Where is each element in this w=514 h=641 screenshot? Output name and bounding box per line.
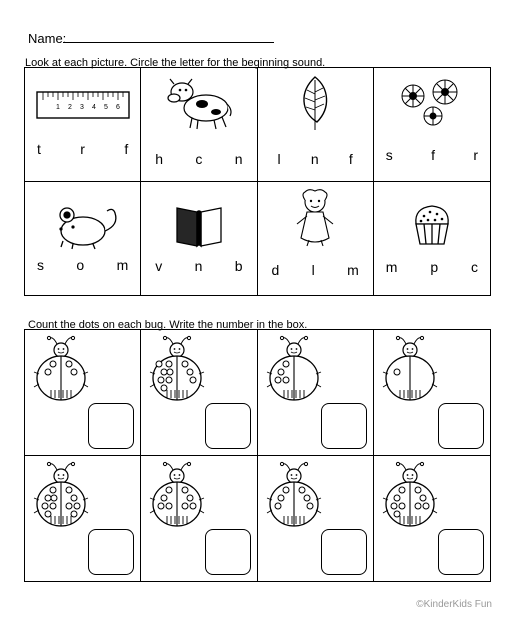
name-line[interactable] — [63, 42, 274, 43]
beginning-sound-cell-5 — [25, 182, 141, 296]
bug-dot — [399, 503, 405, 509]
ruler-number: 3 — [79, 104, 84, 111]
bug-dot — [156, 361, 162, 367]
bug-dot — [423, 503, 429, 509]
ruler-number: 5 — [103, 104, 108, 111]
bug-dot — [283, 361, 289, 367]
letter-choice[interactable]: f — [348, 151, 353, 167]
bug-dot — [166, 361, 172, 367]
bug-dot — [182, 487, 188, 493]
bug-dot — [166, 487, 172, 493]
letter-choice[interactable]: d — [271, 261, 280, 278]
answer-box[interactable] — [438, 403, 484, 449]
ladybug-icon — [147, 460, 207, 540]
count-dots-cell-8 — [374, 456, 490, 582]
bug-dot — [161, 385, 167, 391]
ruler-number: 6 — [115, 104, 120, 111]
letter-choice[interactable]: v — [155, 257, 163, 274]
bug-dot — [307, 503, 313, 509]
bug-dot — [182, 503, 188, 509]
bug-dot — [391, 503, 397, 509]
bug-dot — [394, 495, 400, 501]
count-dots-cell-6 — [141, 456, 257, 582]
answer-box[interactable] — [321, 403, 367, 449]
bug-dot — [278, 495, 284, 501]
bug-dot — [167, 369, 173, 375]
letter-choice[interactable]: f — [431, 147, 435, 163]
letter-choice[interactable]: r — [80, 141, 85, 157]
ladybug-icon — [264, 334, 324, 414]
bug-dot — [190, 503, 196, 509]
letter-choice[interactable]: m — [385, 258, 398, 275]
ladybug-icon — [380, 334, 440, 414]
letter-choice[interactable]: l — [311, 261, 315, 278]
letter-choice[interactable]: f — [124, 141, 129, 157]
ladybug-icon — [147, 334, 207, 414]
bug-dot — [45, 511, 51, 517]
count-dots-cell-5 — [25, 456, 141, 582]
ladybug-icon — [31, 460, 91, 540]
letter-choice[interactable]: n — [310, 151, 319, 167]
bug-dot — [66, 503, 72, 509]
cow-icon — [164, 76, 234, 132]
ladybug-icon — [380, 460, 440, 540]
bug-dot — [299, 487, 305, 493]
bug-dot — [161, 495, 167, 501]
letter-choice[interactable]: r — [473, 147, 478, 163]
letter-choice[interactable]: n — [234, 151, 243, 167]
answer-box[interactable] — [88, 529, 134, 575]
bug-dot — [187, 495, 193, 501]
beginning-sound-cell-6 — [141, 182, 257, 296]
beginning-sound-grid — [24, 67, 491, 296]
bug-dot — [66, 361, 72, 367]
answer-box[interactable] — [438, 529, 484, 575]
bug-dot — [158, 377, 164, 383]
letter-choice[interactable]: n — [194, 257, 203, 274]
instruction-count-dots: Count the dots on each bug. Write the number in the box. — [28, 319, 308, 331]
bug-dot — [45, 495, 51, 501]
doll-icon — [291, 188, 339, 248]
count-dots-grid — [24, 329, 491, 582]
bug-dot — [161, 369, 167, 375]
bug-dot — [394, 369, 400, 375]
bug-dot — [278, 369, 284, 375]
bug-dot — [51, 495, 57, 501]
instruction-beginning-sound: Look at each picture. Circle the letter for the beginning sound. — [25, 57, 326, 69]
bug-dot — [187, 369, 193, 375]
bug-dot — [42, 503, 48, 509]
bug-dot — [283, 487, 289, 493]
leaf-icon — [293, 74, 337, 134]
bug-dot — [45, 369, 51, 375]
bug-dot — [275, 503, 281, 509]
beginning-sound-cell-7 — [258, 182, 374, 296]
answer-box[interactable] — [321, 529, 367, 575]
bug-dot — [66, 487, 72, 493]
count-dots-cell-1 — [25, 330, 141, 456]
bug-dot — [399, 487, 405, 493]
letter-choice[interactable]: o — [76, 256, 85, 273]
beginning-sound-cell-3 — [258, 68, 374, 182]
letter-choice[interactable]: h — [155, 151, 164, 167]
ladybug-icon — [31, 334, 91, 414]
book-icon — [173, 202, 225, 250]
bug-dot — [71, 369, 77, 375]
bug-dot — [71, 511, 77, 517]
mouse-icon — [43, 201, 123, 251]
bug-dot — [166, 503, 172, 509]
letter-choice[interactable]: t — [37, 141, 41, 157]
bug-dot — [50, 503, 56, 509]
count-dots-cell-4 — [374, 330, 490, 456]
beginning-sound-cell-2 — [141, 68, 257, 182]
name-label: Name: — [28, 31, 67, 46]
credit-text: ©KinderKids Fun — [416, 599, 492, 610]
bug-dot — [420, 495, 426, 501]
bug-dot — [71, 495, 77, 501]
letter-choice[interactable]: m — [116, 256, 129, 273]
letter-choice[interactable]: s — [385, 147, 393, 163]
answer-box[interactable] — [205, 529, 251, 575]
ruler-number: 1 — [55, 104, 60, 111]
bug-dot — [275, 377, 281, 383]
bug-dot — [415, 487, 421, 493]
bug-dot — [158, 503, 164, 509]
bug-dot — [283, 377, 289, 383]
letter-choice[interactable]: c — [195, 151, 203, 167]
letter-choice[interactable]: s — [37, 256, 44, 273]
answer-box[interactable] — [205, 403, 251, 449]
letter-choice[interactable]: l — [277, 151, 281, 167]
beginning-sound-cell-8 — [374, 182, 490, 296]
bug-dot — [190, 377, 196, 383]
count-dots-cell-7 — [258, 456, 374, 582]
answer-box[interactable] — [88, 403, 134, 449]
bug-dot — [394, 511, 400, 517]
muffin-icon — [410, 200, 454, 248]
ruler-icon — [35, 88, 131, 122]
count-dots-cell-3 — [258, 330, 374, 456]
bug-dot — [166, 377, 172, 383]
letter-choice[interactable]: p — [430, 258, 439, 275]
beginning-sound-cell-1 — [25, 68, 141, 182]
beginning-sound-cell-4 — [374, 68, 490, 182]
count-dots-cell-2 — [141, 330, 257, 456]
bug-dot — [50, 361, 56, 367]
ruler-number: 2 — [67, 104, 72, 111]
letter-choice[interactable]: c — [471, 258, 478, 275]
letter-choice[interactable]: b — [234, 257, 243, 274]
letter-choice[interactable]: m — [347, 261, 359, 278]
ruler-number: 4 — [91, 104, 96, 111]
ladybug-icon — [264, 460, 324, 540]
bug-dot — [74, 503, 80, 509]
bug-dot — [304, 495, 310, 501]
bug-dot — [50, 487, 56, 493]
bug-dot — [415, 503, 421, 509]
bug-dot — [182, 361, 188, 367]
flowers-icon — [397, 78, 467, 130]
